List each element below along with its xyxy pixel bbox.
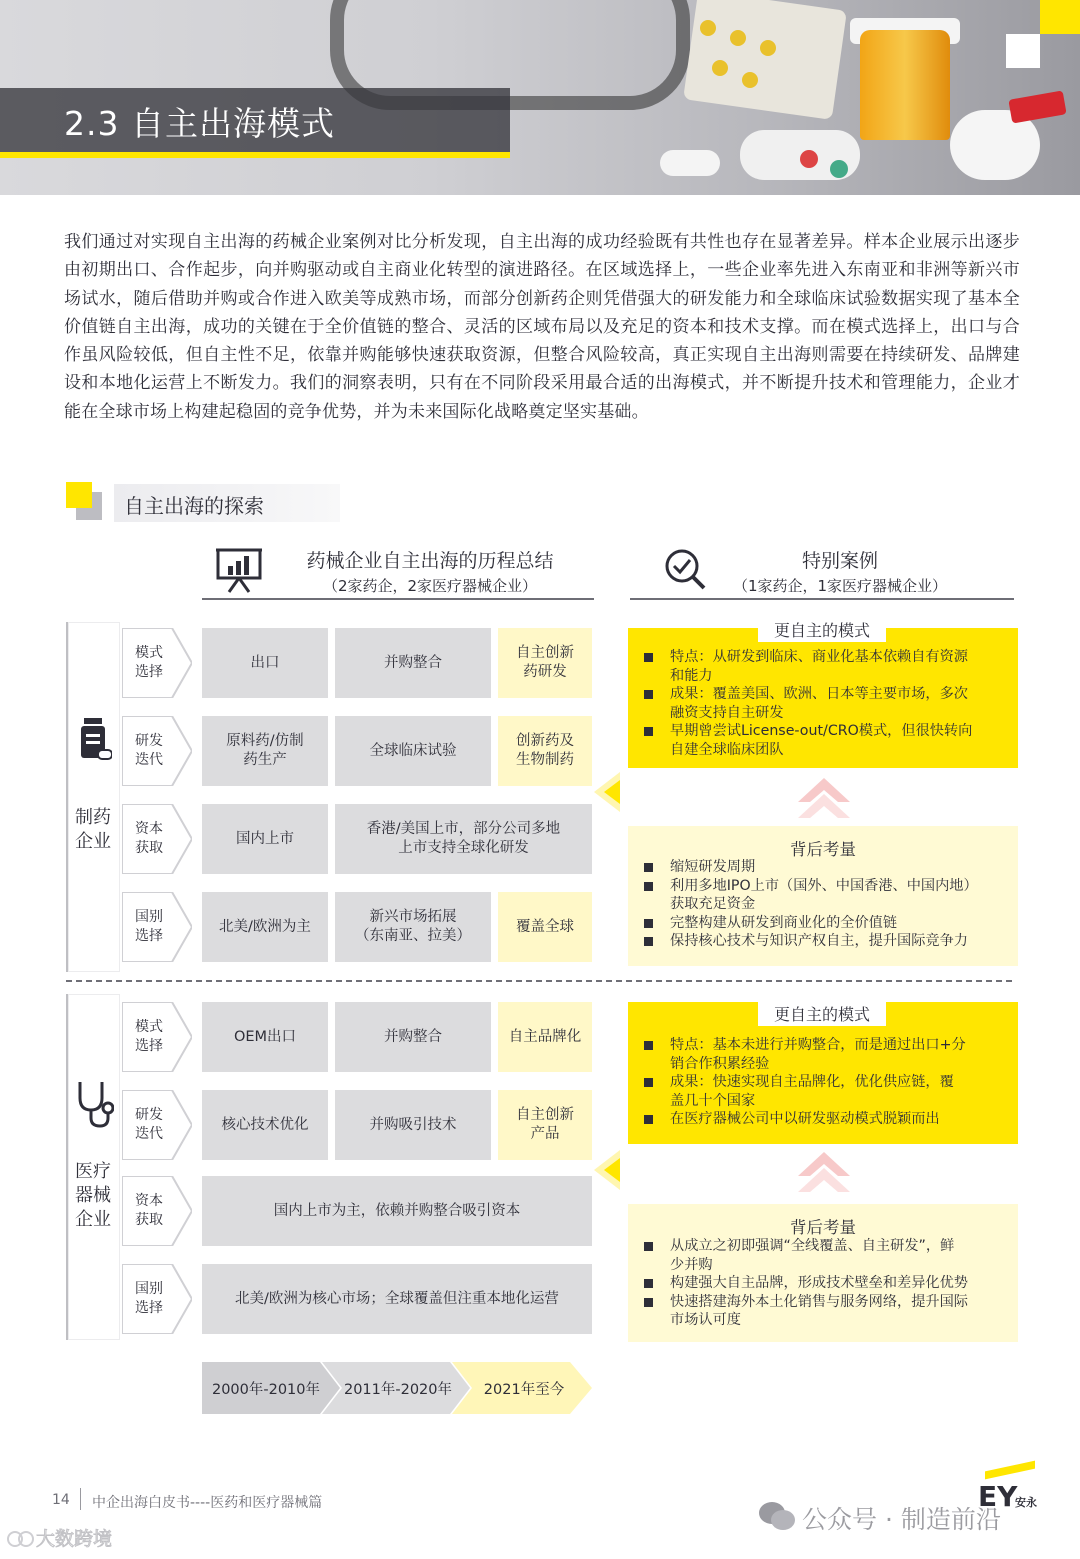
- device-left-arrow-icon: [594, 1150, 620, 1190]
- pharma-stage-country: 国别 选择: [122, 892, 192, 962]
- pharma-mode-mid: 并购整合: [335, 628, 491, 698]
- pharma-label-line2: 企业: [75, 831, 111, 852]
- device-case-item: 在医疗器械公司中以研发驱动模式脱颖而出: [642, 1110, 1014, 1129]
- timeline-period-1: 2000年-2010年: [211, 1381, 321, 1398]
- device-case-title: 更自主的模式: [758, 1000, 886, 1026]
- pharma-rd-early: 原料药/仿制 药生产: [202, 716, 328, 786]
- pharma-mode-recent: 自主创新 药研发: [498, 628, 592, 698]
- timeline-period-2: 2011年-2020年: [343, 1381, 453, 1398]
- pharma-back-item: 完整构建从研发到商业化的全价值链: [642, 914, 1014, 933]
- pharma-capital-later: 香港/美国上市，部分公司多地 上市支持全球化研发: [335, 804, 592, 874]
- device-capital-all: 国内上市为主，依赖并购整合吸引资本: [202, 1176, 592, 1246]
- device-label-line3: 企业: [75, 1209, 111, 1230]
- medicine-bottle-icon: [78, 716, 112, 762]
- device-rd-recent: 自主创新 产品: [498, 1090, 592, 1160]
- device-case-list: [642, 1036, 1014, 1129]
- section-divider: [66, 980, 1012, 982]
- left-header-title: 药械企业自主出海的历程总结: [306, 550, 554, 572]
- device-country-all: 北美/欧洲为核心市场；全球覆盖但注重本地化运营: [202, 1264, 592, 1334]
- device-mode-recent: 自主品牌化: [498, 1002, 592, 1072]
- pharma-case-item: 早期曾尝试License-out/CRO模式，但很快转向 自建全球临床团队: [642, 722, 1014, 759]
- pharma-country-recent: 覆盖全球: [498, 892, 592, 962]
- device-mode-mid: 并购整合: [335, 1002, 491, 1072]
- blister-pack-image: [683, 0, 847, 120]
- pharma-side-panel: [66, 622, 120, 972]
- device-back-item: 构建强大自主品牌，形成技术壁垒和差异化优势: [642, 1274, 1014, 1293]
- device-stage-country: 国别 选择: [122, 1264, 192, 1334]
- page-number: 14: [52, 1492, 70, 1508]
- left-column-header: [270, 546, 590, 596]
- right-header-title: 特别案例: [801, 550, 878, 572]
- pharma-stage-mode: 模式 选择: [122, 628, 192, 698]
- pharma-case-list: [642, 648, 1014, 759]
- presentation-chart-icon: [214, 546, 264, 594]
- pharma-case-item: 特点：从研发到临床、商业化基本依赖自有资源 和能力: [642, 648, 1014, 685]
- device-rd-early: 核心技术优化: [202, 1090, 328, 1160]
- pharma-stage-rd: 研发 迭代: [122, 716, 192, 786]
- footer-separator: [80, 1488, 81, 1510]
- pharma-capital-early: 国内上市: [202, 804, 328, 874]
- footer-text: 中企出海白皮书----医药和医疗器械篇: [92, 1495, 323, 1511]
- corner-watermark: 大数跨境: [36, 1528, 113, 1550]
- wechat-watermark: 公众号 · 制造前沿: [802, 1505, 1001, 1534]
- left-header-subtitle: （2家药企，2家医疗器械企业）: [322, 577, 538, 595]
- right-header-subtitle: （1家药企，1家医疗器械企业）: [732, 577, 948, 595]
- device-case-item: 特点：基本未进行并购整合，而是通过出口+分 销合作积累经验: [642, 1036, 1014, 1073]
- pharma-stage-capital: 资本 获取: [122, 804, 192, 874]
- pharma-country-early: 北美/欧洲为主: [202, 892, 328, 962]
- pharma-case-item: 成果：覆盖美国、欧洲、日本等主要市场，多次 融资支持自主研发: [642, 685, 1014, 722]
- right-column-header: [700, 546, 980, 596]
- pharma-label: [66, 806, 120, 854]
- pill-bottle-image: [860, 30, 950, 140]
- device-mode-early: OEM出口: [202, 1002, 328, 1072]
- pharma-back-item: 保持核心技术与知识产权自主，提升国际竞争力: [642, 932, 1014, 951]
- device-up-arrow-icon: [798, 1152, 850, 1196]
- pharma-back-item: 利用多地IPO上市（国外、中国香港、中国内地） 获取充足资金: [642, 877, 1014, 914]
- corner-watermark-icon: [6, 1526, 36, 1552]
- device-back-item: 快速搭建海外本土化销售与服务网络，提升国际 市场认可度: [642, 1293, 1014, 1330]
- corner-yellow-square: [1040, 0, 1080, 34]
- device-stage-capital: 资本 获取: [122, 1176, 192, 1246]
- pharma-case-title: 更自主的模式: [758, 616, 886, 642]
- device-stage-mode: 模式 选择: [122, 1002, 192, 1072]
- right-header-underline: [630, 598, 1014, 600]
- stethoscope-icon: [74, 1080, 114, 1130]
- section-title: 自主出海的探索: [124, 494, 264, 518]
- pharma-rd-recent: 创新药及 生物制药: [498, 716, 592, 786]
- device-back-item: 从成立之初即强调“全线覆盖、自主研发”，鲜 少并购: [642, 1237, 1014, 1274]
- ey-logo-sub: 安永: [1015, 1496, 1037, 1509]
- pharma-mode-early: 出口: [202, 628, 328, 698]
- device-rd-mid: 并购吸引技术: [335, 1090, 491, 1160]
- wechat-icon: [758, 1500, 796, 1532]
- corner-white-square: [1006, 34, 1040, 68]
- left-header-underline: [202, 598, 594, 600]
- section-marker-yellow: [66, 482, 92, 508]
- ey-logo: EY: [978, 1480, 1018, 1513]
- device-label: [66, 1160, 120, 1232]
- device-case-item: 成果：快速实现自主品牌化，优化供应链，覆 盖几十个国家: [642, 1073, 1014, 1110]
- pharma-back-title: 背后考量: [790, 840, 856, 859]
- pharma-left-arrow-icon: [594, 772, 620, 812]
- pharma-up-arrow-icon: [798, 778, 850, 822]
- page-title: 2.3 自主出海模式: [64, 104, 335, 143]
- intro-paragraph: 我们通过对实现自主出海的药械企业案例对比分析发现，自主出海的成功经验既有共性也存在显著差异。样本企业展示出逐步由初期出口、合作起步，向并购驱动或自主商业化转型的演进路径。在区域选择上，一些企业率先进入东南亚和非洲等新兴市场试水，随后借助并购或合作进入欧美等成熟市场，而部分创新药企则凭借强大的研发能力和全球临床试验数据实现了基本全价值链自主出海，成功的关键在于全价值链的整合、灵活的区域布局以及充足的资本和技术支撑。而在模式选择上，出口与合作虽风险较低，但自主性不足，依靠并购能够快速获取资源，但整合风险较高，真正实现自主出海则需要在持续研发、品牌建设和本地化运营上不断发力。我们的洞察表明，只有在不同阶段采用最合适的出海模式，并不断提升技术和管理能力，企业才能在全球市场上构建起稳固的竞争优势，并为未来国际化战略奠定坚实基础。: [64, 232, 1020, 422]
- pharma-back-item: 缩短研发周期: [642, 858, 1014, 877]
- device-label-line2: 器械: [75, 1185, 111, 1206]
- device-back-list: [642, 1237, 1014, 1330]
- device-back-title: 背后考量: [790, 1218, 856, 1237]
- pharma-label-line1: 制药: [75, 807, 111, 828]
- device-label-line1: 医疗: [75, 1161, 111, 1182]
- pharma-country-mid: 新兴市场拓展 （东南亚、拉美）: [335, 892, 491, 962]
- ey-logo-bar: [985, 1461, 1035, 1480]
- device-stage-rd: 研发 迭代: [122, 1090, 192, 1160]
- pharma-rd-mid: 全球临床试验: [335, 716, 491, 786]
- timeline-period-3: 2021年至今: [483, 1381, 565, 1398]
- pharma-back-list: [642, 858, 1014, 951]
